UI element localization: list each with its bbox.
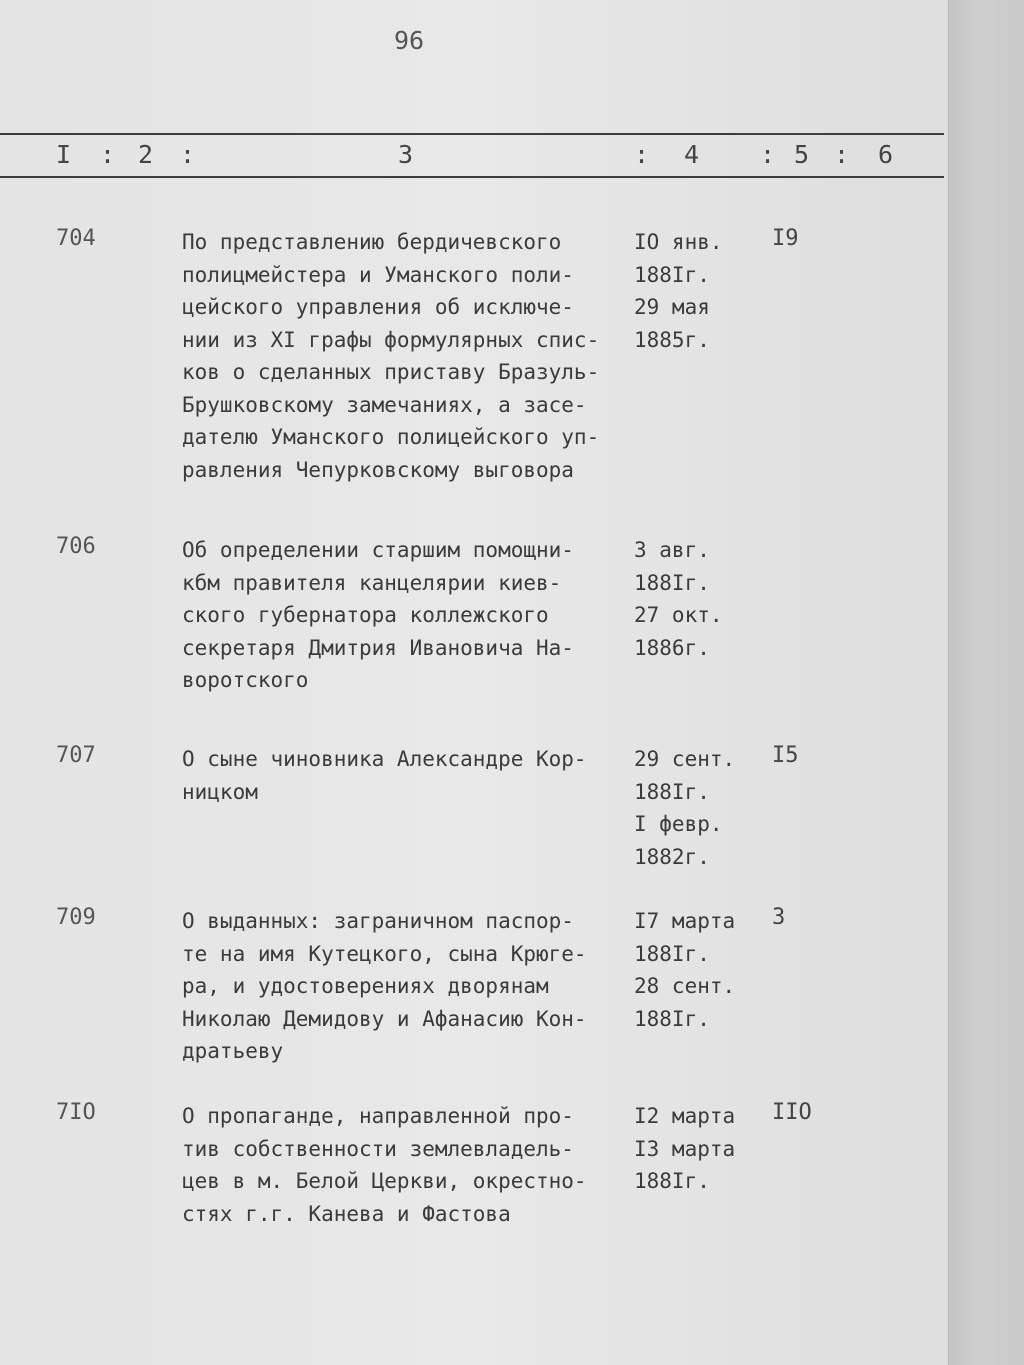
page-number: 96: [394, 26, 425, 55]
entry-line: цейского управления об исключе-: [182, 295, 574, 319]
entry-dates: [634, 226, 764, 356]
header-separator: :: [634, 140, 650, 169]
entry-sheet-count: 3: [772, 905, 786, 930]
entry-line: стях г.г. Канева и Фастова: [182, 1201, 511, 1226]
header-separator: :: [100, 140, 116, 169]
entry-date: 27 окт.: [634, 603, 723, 627]
entry-number: 709: [56, 905, 96, 930]
entry-line: О выданных: заграничном паспор-: [182, 909, 574, 933]
entry-dates: [634, 905, 764, 1035]
entry-line: Об определении старшим помощни-: [182, 538, 574, 562]
entry-date: IO янв.: [634, 230, 723, 254]
header-top-rule: [0, 133, 944, 135]
entry-line: О сыне чиновника Александре Кор-: [182, 747, 587, 771]
entry-line: цев в м. Белой Церкви, окрестно-: [182, 1169, 587, 1193]
entry-date: 188Iг.: [634, 570, 710, 595]
entry-date: 188Iг.: [634, 1169, 710, 1193]
entry-number: 707: [56, 743, 96, 768]
entry-date: 188Iг.: [634, 1006, 710, 1031]
entry-line: секретаря Дмитрия Ивановича На-: [182, 635, 574, 660]
entry-date: 29 сент.: [634, 747, 736, 771]
entry-line: те на имя Кутецкого, сына Крюге-: [182, 941, 587, 966]
entry-line: ра, и удостоверениях дворянам: [182, 974, 549, 998]
entry-sheet-count: I9: [772, 226, 799, 251]
entry-date: I февр.: [634, 812, 723, 836]
header-col-3: 3: [398, 140, 414, 169]
entry-date: I3 марта: [634, 1136, 736, 1161]
header-separator: :: [834, 140, 850, 169]
header-col-2: 2: [138, 140, 154, 169]
header-col-6: 6: [878, 140, 894, 169]
entry-line: Брушковскому замечаниях, а засе-: [182, 392, 587, 417]
entry-date: 188Iг.: [634, 262, 710, 287]
entry-date: 1885г.: [634, 327, 710, 352]
entry-sheet-count: IIO: [772, 1100, 812, 1125]
header-separator: :: [180, 140, 196, 169]
entry-line: О пропаганде, направленной про-: [182, 1104, 574, 1128]
header-col-4: 4: [684, 140, 700, 169]
entry-number: 706: [56, 534, 96, 559]
entry-line: дателю Уманского полицейского уп-: [182, 425, 600, 449]
entry-dates: [634, 534, 764, 664]
entry-date: 1882г.: [634, 844, 710, 869]
header-bottom-rule: [0, 176, 944, 178]
entry-number: 7IO: [56, 1100, 96, 1125]
entry-description: [182, 534, 642, 697]
entry-line: Николаю Демидову и Афанасию Кон-: [182, 1006, 587, 1031]
entry-date: 28 сент.: [634, 974, 736, 998]
entry-line: полицмейстера и Уманского поли-: [182, 262, 574, 287]
entry-dates: [634, 1100, 764, 1198]
entry-description: [182, 1100, 642, 1230]
entry-line: По представлению бердичевского: [182, 230, 562, 254]
entry-sheet-count: I5: [772, 743, 799, 768]
entry-line: тив собственности землевладель-: [182, 1136, 574, 1161]
entry-line: ского губернатора коллежского: [182, 603, 549, 627]
entry-date: I7 марта: [634, 909, 736, 933]
header-col-1: I: [56, 140, 72, 169]
page-edge: [948, 0, 1024, 1365]
entry-line: кбм правителя канцелярии киев-: [182, 570, 562, 595]
entry-line: нии из XI графы формулярных спис-: [182, 327, 600, 352]
entry-line: ков о сделанных приставу Бразуль-: [182, 360, 600, 384]
header-separator: :: [760, 140, 776, 169]
entry-description: [182, 905, 642, 1068]
entry-line: воротского: [182, 668, 309, 692]
entry-date: 1886г.: [634, 635, 710, 660]
entry-date: 188Iг.: [634, 779, 710, 804]
entry-date: I2 марта: [634, 1104, 736, 1128]
entry-line: равления Чепурковскому выговора: [182, 457, 574, 482]
entry-description: [182, 743, 642, 808]
entry-date: 3 авг.: [634, 538, 710, 562]
entry-number: 704: [56, 226, 96, 251]
entry-line: ницком: [182, 779, 258, 804]
entry-dates: [634, 743, 764, 873]
entry-date: 188Iг.: [634, 941, 710, 966]
entry-description: [182, 226, 642, 486]
entry-date: 29 мая: [634, 295, 710, 319]
header-col-5: 5: [794, 140, 810, 169]
entry-line: дратьеву: [182, 1039, 284, 1063]
